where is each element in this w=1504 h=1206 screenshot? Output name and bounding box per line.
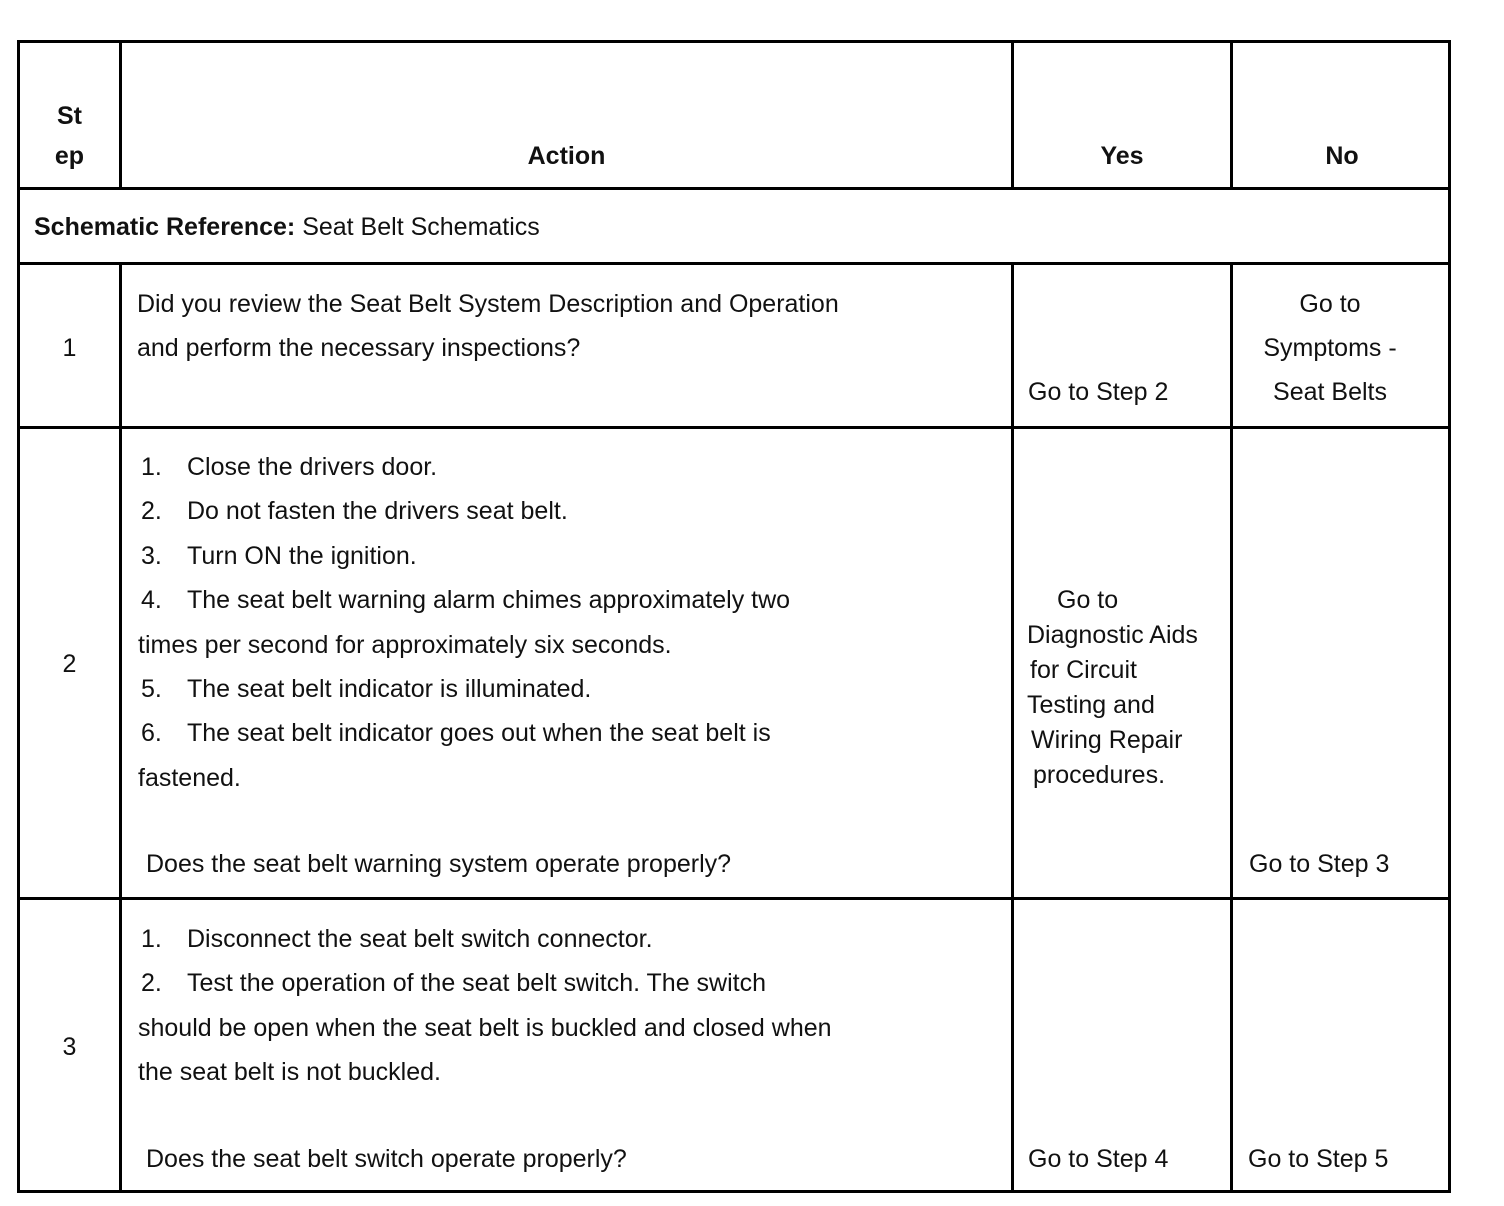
row-divider [20,426,1448,429]
yes-result: Go to Step 4 [1028,1145,1169,1173]
row-divider [20,897,1448,900]
step-number: 3 [62,1033,77,1061]
list-item: 2. Test the operation of the seat belt switch. The switch [141,969,767,998]
step-number: 2 [62,650,77,678]
schematic-reference [34,215,540,240]
row-divider [20,187,1448,190]
step-question: Does the seat belt warning system operate properly? [146,850,732,878]
list-item: 1. Close the drivers door. [141,453,438,481]
list-item: 1. Disconnect the seat belt switch connector. [141,925,653,953]
list-item: 2. Do not fasten the drivers seat belt. [141,497,568,526]
header-yes: Yes [1100,142,1144,170]
step-question: Does the seat belt switch operate properly? [146,1145,627,1173]
yes-result-line: Testing and [1027,691,1155,719]
column-divider [119,265,122,1190]
schematic-reference-value: Seat Belt Schematics [302,213,540,241]
action-line: and perform the necessary inspections? [137,334,581,362]
list-item-continuation: times per second for approximately six seconds. [138,630,672,659]
yes-result-block [1027,583,1239,793]
action-steps-list [138,917,832,1095]
yes-result-line: Diagnostic Aids [1027,621,1198,649]
step-number: 1 [62,334,77,362]
no-result-line: Go to [1299,290,1361,318]
yes-result-line: for Circuit [1030,656,1137,684]
list-item: 6. The seat belt indicator goes out when the seat belt is [141,719,771,748]
list-item: 5. The seat belt indicator is illuminated. [141,674,592,703]
no-result-line: Seat Belts [1273,378,1387,406]
header-no: No [1325,142,1359,170]
yes-result-line: Wiring Repair [1031,726,1183,754]
yes-result-line: Go to [1057,586,1119,614]
header-step-line-2: ep [54,142,85,170]
list-item: 4. The seat belt warning alarm chimes approximately two [141,586,791,615]
list-item-continuation: the seat belt is not buckled. [138,1058,441,1087]
no-result-line: Symptoms - [1263,334,1397,362]
list-item: 3. Turn ON the ignition. [141,541,417,570]
yes-result-line: procedures. [1033,761,1166,789]
schematic-reference-label: Schematic Reference: [34,213,296,241]
action-line: Did you review the Seat Belt System Description and Operation [137,290,839,318]
action-steps-list [138,445,790,800]
list-item-continuation: fastened. [138,763,241,792]
yes-result: Go to Step 2 [1028,378,1169,406]
column-divider [1011,265,1014,1190]
list-item-continuation: should be open when the seat belt is buckled and closed when [138,1013,832,1042]
no-result: Go to Step 5 [1248,1145,1389,1173]
header-step-line-1: St [57,102,82,130]
diagnostic-table [17,40,1451,1193]
row-divider [20,262,1448,265]
header-action: Action [527,142,606,170]
no-result: Go to Step 3 [1249,850,1390,878]
